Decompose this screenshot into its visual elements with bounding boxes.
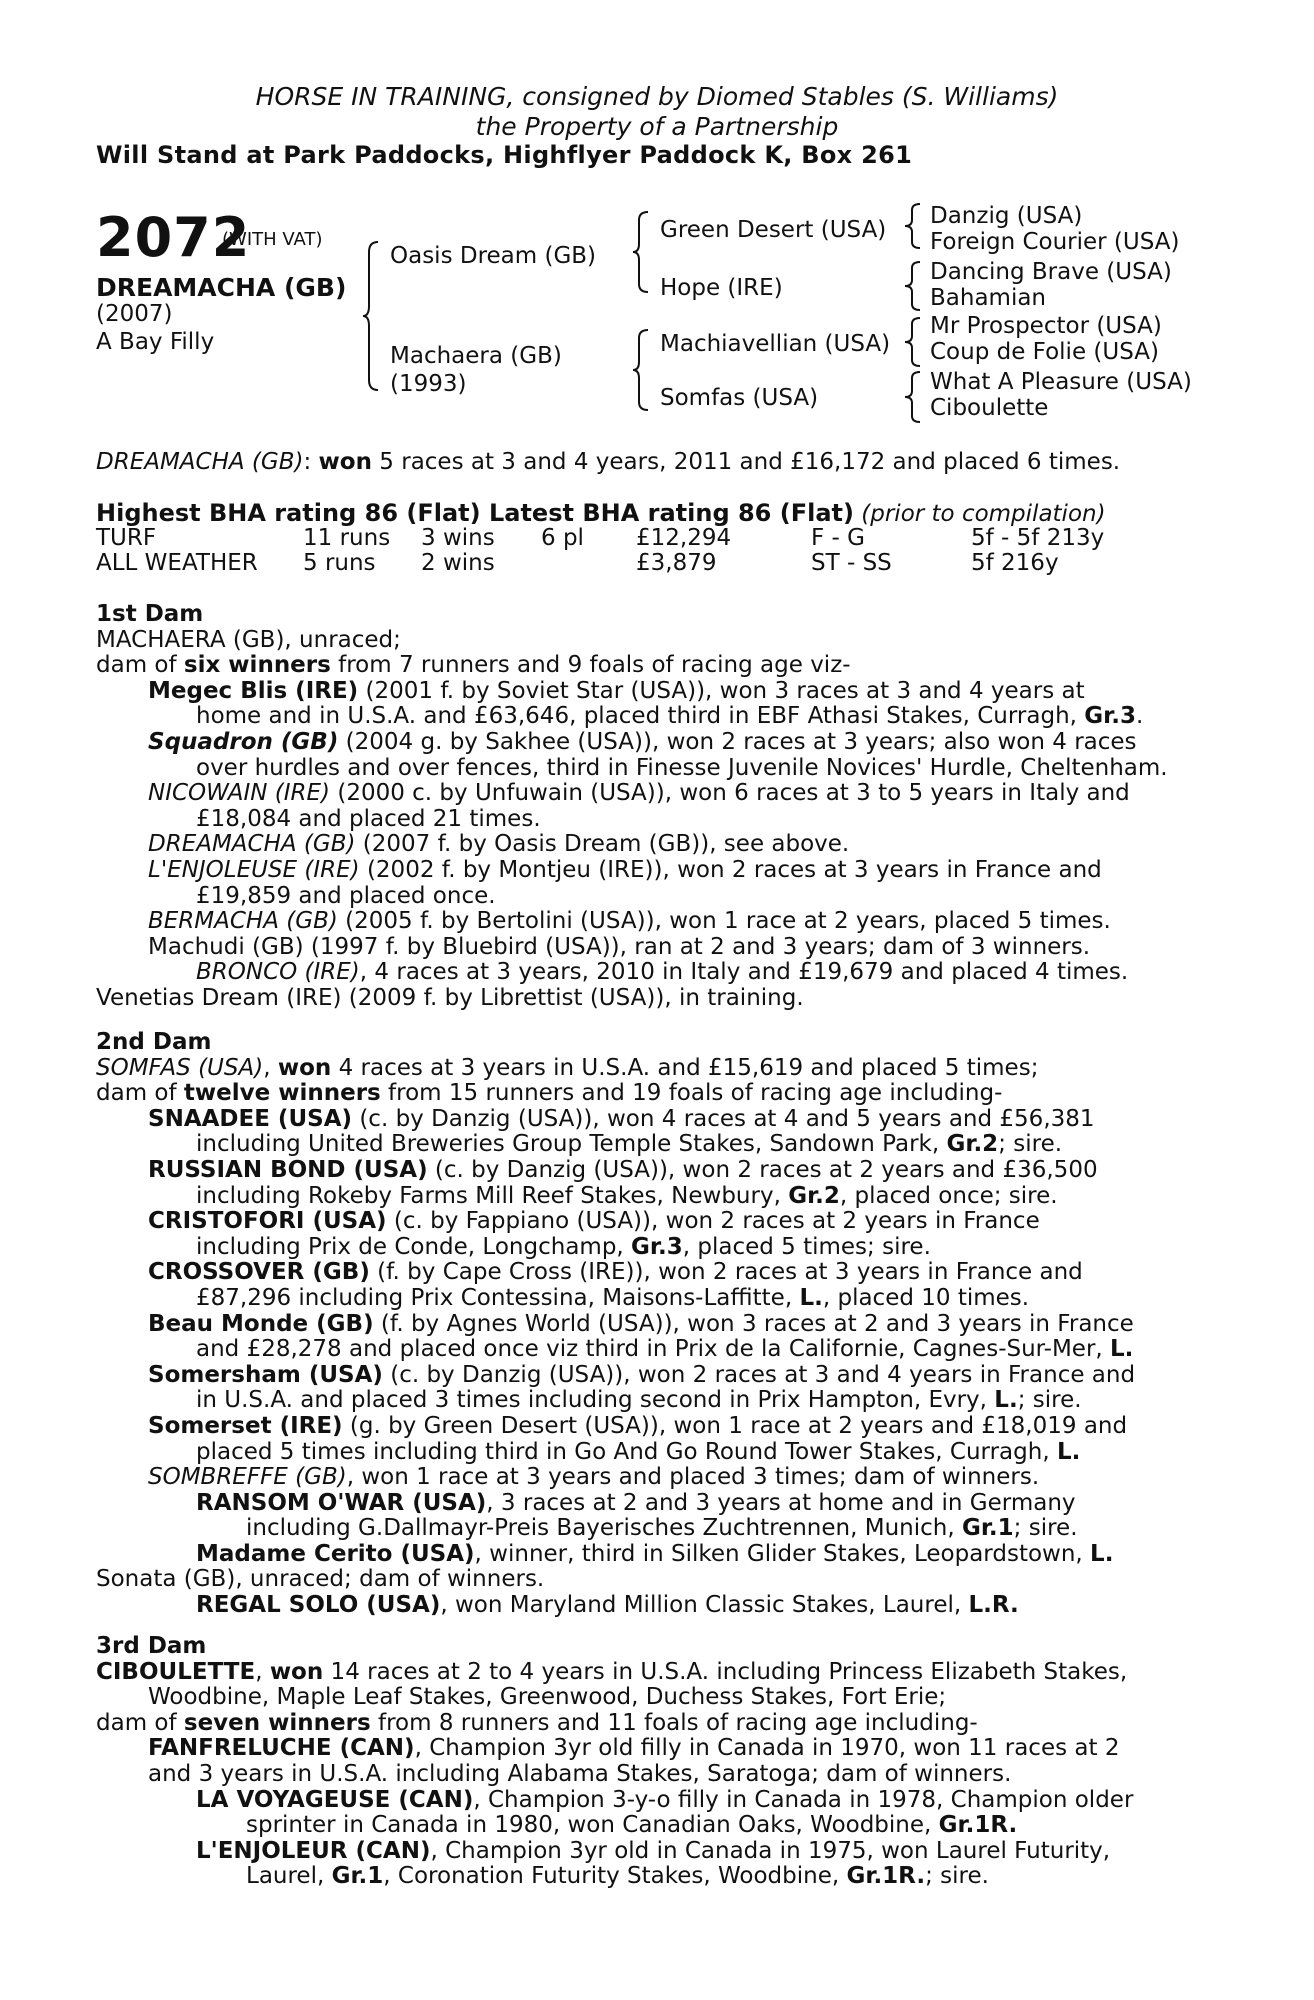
horse-name: Madame Cerito (USA) [196,1540,475,1567]
grade: L. [1056,1438,1081,1465]
pedigree-brace-main [362,240,382,392]
stats-surface: ALL WEATHER [96,550,258,576]
produce-megec [96,679,1246,705]
horse-name: SOMFAS (USA) [96,1054,264,1081]
produce-regal-solo [96,1593,1246,1619]
produce-lenjoleuse-cont: £19,859 and placed once. [196,882,496,909]
pedigree-sire: Oasis Dream (GB) [390,243,597,269]
produce-somersham [96,1363,1246,1389]
produce-russian-bond-cont [96,1184,1246,1210]
pedigree-sds: Dancing Brave (USA) [930,259,1172,285]
produce-bronco [96,960,1246,986]
grade: Gr.3 [1084,703,1136,730]
produce-megec-cont: home and in U.S.A. and £63,646, placed third in EBF Athasi Stakes, Curragh, Gr.3. [196,703,1144,730]
txt: (c. by Danzig (USA)), won 2 races at 3 and 4 years in France and [382,1361,1136,1388]
produce-lenjoleur-cont [96,1864,1246,1890]
grade: Gr.1 [331,1863,384,1890]
txt: (f. by Agnes World (USA)), won 3 races at 2 and 3 years in France [373,1310,1134,1337]
stats-runs: 5 runs [303,550,376,576]
lot-vat: (WITH VAT) [222,229,323,250]
txt: (f. by Cape Cross (IRE)), won 2 races at 3 years in France and [369,1259,1083,1286]
stats-prize: £12,294 [636,525,732,551]
txt: , Champion 3yr old filly in Canada in 1970, won 11 races at 2 [414,1735,1120,1762]
txt: , 4 races at 3 years, 2010 in Italy and £19,679 and placed 4 times. [359,959,1129,986]
pedigree-dam: Machaera (GB) [390,343,562,369]
txt: and £28,278 and placed once viz third in Prix de la Californie, Cagnes-Sur-Mer, [196,1336,1111,1363]
pedigree-ssd: Foreign Courier (USA) [930,229,1180,255]
pedigree-dsd: Coup de Folie (USA) [930,339,1159,365]
txt: ; sire. [1017,1387,1082,1414]
stats-surface: TURF [96,525,157,551]
produce-crossover [96,1260,1246,1286]
horse-name: CIBOULETTE [96,1658,256,1685]
horse-name: RUSSIAN BOND (USA) [148,1156,428,1183]
horse-name: RANSOM O'WAR (USA) [196,1489,487,1516]
stats-wins: 2 wins [421,550,495,576]
txt: 4 races at 3 years in U.S.A. and £15,619 and placed 5 times; [331,1054,1039,1081]
txt: from 7 runners and 9 foals of racing age viz- [330,652,851,679]
horse-name: Somersham (USA) [148,1361,383,1388]
won: won [269,1658,324,1685]
horse-name: NICOWAIN (IRE) [148,780,331,807]
lot-sex: A Bay Filly [96,329,215,355]
horse-name: BRONCO (IRE) [196,959,360,986]
grade: L. [1090,1540,1114,1567]
txt: including Rokeby Farms Mill Reef Stakes, Newbury, [196,1182,789,1209]
produce-beau-monde-cont [96,1337,1246,1363]
txt: dam of [96,652,184,679]
grade: L. [994,1387,1018,1414]
header-property: the Property of a Partnership [475,112,839,141]
produce-somerset [96,1414,1246,1440]
grade: Gr.1R. [846,1863,926,1890]
grade: L.R. [968,1592,1019,1619]
stats-going: F - G [811,525,865,551]
txt: , winner, third in Silken Glider Stakes, Leopardstown, [474,1540,1091,1567]
lot-number: 2072 [96,206,251,269]
race-summary [96,450,1120,475]
horse-name: SOMBREFFE (GB) [148,1464,347,1491]
pedigree-brace-ss [904,202,924,250]
txt: , Coronation Futurity Stakes, Woodbine, [383,1863,847,1890]
txt: , won Maryland Million Classic Stakes, Laurel, [440,1592,969,1619]
produce-beau-monde [96,1312,1246,1338]
pedigree-ddd: Ciboulette [930,395,1049,421]
produce-sombreffe [96,1465,1246,1491]
second-dam-section [96,1030,1246,1619]
horse-name: SNAADEE (USA) [148,1105,353,1132]
lot-year: (2007) [96,301,173,327]
txt: including United Breweries Group Temple Stakes, Sandown Park, [196,1131,947,1158]
second-dam-produce-line [96,1081,1246,1107]
grade: Gr.3 [631,1233,683,1260]
pedigree-sdd: Bahamian [930,285,1047,311]
stats-placed [541,551,636,576]
txt: , placed 10 times. [822,1284,1030,1311]
txt: (2001 f. by Soviet Star (USA)), won 3 races at 3 and 4 years at [358,677,1085,704]
horse-name: Somerset (IRE) [148,1412,343,1439]
produce-fanfreluche [96,1736,1246,1762]
first-dam-produce-line [96,653,1246,679]
pedigree-dss: Mr Prospector (USA) [930,313,1162,339]
horse-name: Beau Monde (GB) [148,1310,374,1337]
third-dam-section [96,1634,1246,1890]
pedigree-sd: Hope (IRE) [660,275,783,301]
pedigree-dds: What A Pleasure (USA) [930,369,1192,395]
txt: (2007 f. by Oasis Dream (GB)), see above. [355,831,850,858]
third-dam-line: CIBOULETTE, won 14 races at 2 to 4 years in U.S.A. including Princess Elizabeth Stakes, [96,1658,1128,1685]
pedigree-brace-sire [632,210,652,294]
summary-colon: : [303,449,319,475]
produce-somersham-cont [96,1388,1246,1414]
grade: L. [1110,1336,1134,1363]
produce-snaadee-cont [96,1132,1246,1158]
produce-crossover-cont [96,1286,1246,1312]
stats-prize: £3,879 [636,550,717,576]
txt: ; sire. [998,1131,1063,1158]
txt: (c. by Danzig (USA)), won 4 races at 4 and 5 years and £56,381 [352,1105,1095,1132]
produce-ransom [96,1491,1246,1517]
produce-lenjoleur [96,1839,1246,1865]
txt: dam of [96,1709,184,1736]
txt: in U.S.A. and placed 3 times including second in Prix Hampton, Evry, [196,1387,995,1414]
first-dam-heading: 1st Dam [96,601,204,627]
txt: (2004 g. by Sakhee (USA)), won 2 races at 3 years; also won 4 races [338,728,1137,755]
produce-madame-cerito [96,1542,1246,1568]
txt: ; sire. [1013,1515,1078,1542]
stats-row-turf [96,526,1104,551]
produce-la-voyageuse [96,1788,1246,1814]
second-dam-line: SOMFAS (USA), won 4 races at 3 years in U.S.A. and £15,619 and placed 5 times; [96,1054,1039,1081]
produce-nicowain-cont: £18,084 and placed 21 times. [196,805,541,832]
produce-cristofori [96,1209,1246,1235]
produce-nicowain [96,781,1246,807]
summary-won: won [318,449,372,475]
stats-runs: 11 runs [303,525,391,551]
txt: , placed 5 times; sire. [682,1233,931,1260]
stats-wins: 3 wins [421,525,495,551]
txt: , Champion 3-y-o filly in Canada in 1978, Champion older [473,1786,1134,1813]
pedigree-brace-dam [632,328,652,412]
produce-cristofori-cont [96,1235,1246,1261]
stats-row-aw [96,551,1104,576]
produce-squadron [96,730,1246,756]
txt: , Champion 3yr old in Canada in 1975, won Laurel Futurity, [430,1837,1111,1864]
first-dam-line: MACHAERA (GB), unraced; [96,626,401,653]
txt: , 3 races at 2 and 3 years at home and in Germany [486,1489,1076,1516]
grade: L. [799,1284,823,1311]
pedigree-dd: Somfas (USA) [660,385,819,411]
horse-name: Megec Blis (IRE) [148,677,359,704]
won: won [277,1054,332,1081]
pedigree-dam-year: (1993) [390,371,467,397]
produce-squadron-cont: over hurdles and over fences, third in Finesse Juvenile Novices' Hurdle, Cheltenham. [196,754,1168,781]
third-dam-line-cont: Woodbine, Maple Leaf Stakes, Greenwood, Duchess Stakes, Fort Erie; [148,1684,947,1711]
produce-bermacha [96,909,1246,935]
grade: Gr.1 [961,1515,1014,1542]
txt: (c. by Fappiano (USA)), won 2 races at 2 years in France [386,1208,1040,1235]
first-dam-section [96,602,1246,1012]
txt: , placed once; sire. [839,1182,1058,1209]
produce-dreamacha [96,832,1246,858]
summary-name: DREAMACHA (GB) [96,449,304,475]
horse-name: REGAL SOLO (USA) [196,1592,441,1619]
horse-name: CROSSOVER (GB) [148,1259,370,1286]
grade: Gr.2 [788,1182,840,1209]
txt: from 8 runners and 11 foals of racing age including- [370,1709,978,1736]
txt: (g. by Green Desert (USA)), won 1 race at 2 years and £18,019 and [342,1412,1128,1439]
horse-name: BERMACHA (GB) [148,908,338,935]
produce-venetias: Venetias Dream (IRE) (2009 f. by Librettist (USA)), in training. [96,984,804,1011]
lot-name: DREAMACHA (GB) [96,273,347,302]
txt: sprinter in Canada in 1980, won Canadian Oaks, Woodbine, [246,1812,939,1839]
rating-bold: Highest BHA rating 86 (Flat) Latest BHA rating 86 (Flat) [96,499,854,527]
produce-sonata: Sonata (GB), unraced; dam of winners. [96,1566,545,1593]
header-consignor: HORSE IN TRAINING, consigned by Diomed Stables (S. Williams) [255,82,1059,111]
race-stats-table [96,526,1104,576]
stats-distance: 5f - 5f 213y [971,525,1105,551]
winners-count: six winners [183,652,331,679]
winners-count: seven winners [183,1709,371,1736]
txt: including Prix de Conde, Longchamp, [196,1233,632,1260]
produce-ransom-cont [96,1516,1246,1542]
stats-placed: 6 pl [541,525,584,551]
horse-name: L'ENJOLEUSE (IRE) [148,856,360,883]
stats-going: ST - SS [811,550,892,576]
txt: home and in U.S.A. and £63,646, placed third in EBF Athasi Stakes, Curragh, [196,703,1085,730]
txt: 14 races at 2 to 4 years in U.S.A. including Princess Elizabeth Stakes, [323,1658,1128,1685]
txt: Laurel, [246,1863,332,1890]
header-stand: Will Stand at Park Paddocks, Highflyer Paddock K, Box 261 [96,141,913,169]
stats-distance: 5f 216y [971,550,1059,576]
txt: (2000 c. by Unfuwain (USA)), won 6 races at 3 to 5 years in Italy and [330,780,1130,807]
winners-count: twelve winners [183,1080,381,1107]
rating-note: (prior to compilation) [861,501,1106,527]
txt: dam of [96,1080,184,1107]
produce-lenjoleuse [96,858,1246,884]
horse-name: L'ENJOLEUR (CAN) [196,1837,431,1864]
txt: placed 5 times including third in Go And Go Round Tower Stakes, Curragh, [196,1438,1057,1465]
txt: ; sire. [925,1863,989,1890]
horse-name: CRISTOFORI (USA) [148,1208,387,1235]
pedigree-brace-ds [904,316,924,368]
txt: , won 1 race at 3 years and placed 3 times; dam of winners. [346,1464,1040,1491]
summary-text: 5 races at 3 and 4 years, 2011 and £16,172 and placed 6 times. [371,449,1121,475]
pedigree-sss: Danzig (USA) [930,203,1083,229]
grade: Gr.2 [946,1131,999,1158]
pedigree-ss: Green Desert (USA) [660,217,887,243]
txt: (2005 f. by Bertolini (USA)), won 1 race at 2 years, placed 5 times. [337,908,1111,935]
produce-russian-bond [96,1158,1246,1184]
pedigree-brace-dd [904,370,924,424]
txt: £87,296 including Prix Contessina, Maisons-Laffitte, [196,1284,800,1311]
txt: (c. by Danzig (USA)), won 2 races at 2 years and £36,500 [427,1156,1098,1183]
horse-name: FANFRELUCHE (CAN) [148,1735,415,1762]
txt: including G.Dallmayr-Preis Bayerisches Zuchtrennen, Munich, [246,1515,962,1542]
txt: (2002 f. by Montjeu (IRE)), won 2 races at 3 years in France and [359,856,1102,883]
produce-la-voyageuse-cont [96,1813,1246,1839]
produce-somerset-cont [96,1440,1246,1466]
second-dam-heading: 2nd Dam [96,1029,212,1055]
horse-name: Squadron (GB) [148,728,339,755]
rating-line [96,500,1106,527]
pedigree-ds: Machiavellian (USA) [660,331,891,357]
produce-fanfreluche-cont: and 3 years in U.S.A. including Alabama Stakes, Saratoga; dam of winners. [148,1760,1012,1787]
horse-name: LA VOYAGEUSE (CAN) [196,1786,474,1813]
produce-snaadee [96,1107,1246,1133]
third-dam-produce-line [96,1711,1246,1737]
third-dam-heading: 3rd Dam [96,1633,207,1659]
grade: Gr.1R. [938,1812,1018,1839]
pedigree-brace-sd [904,260,924,312]
txt: from 15 runners and 19 foals of racing age including- [380,1080,1003,1107]
produce-machudi: Machudi (GB) (1997 f. by Bluebird (USA)), ran at 2 and 3 years; dam of 3 winners. [148,933,1091,960]
horse-name: DREAMACHA (GB) [148,831,356,858]
